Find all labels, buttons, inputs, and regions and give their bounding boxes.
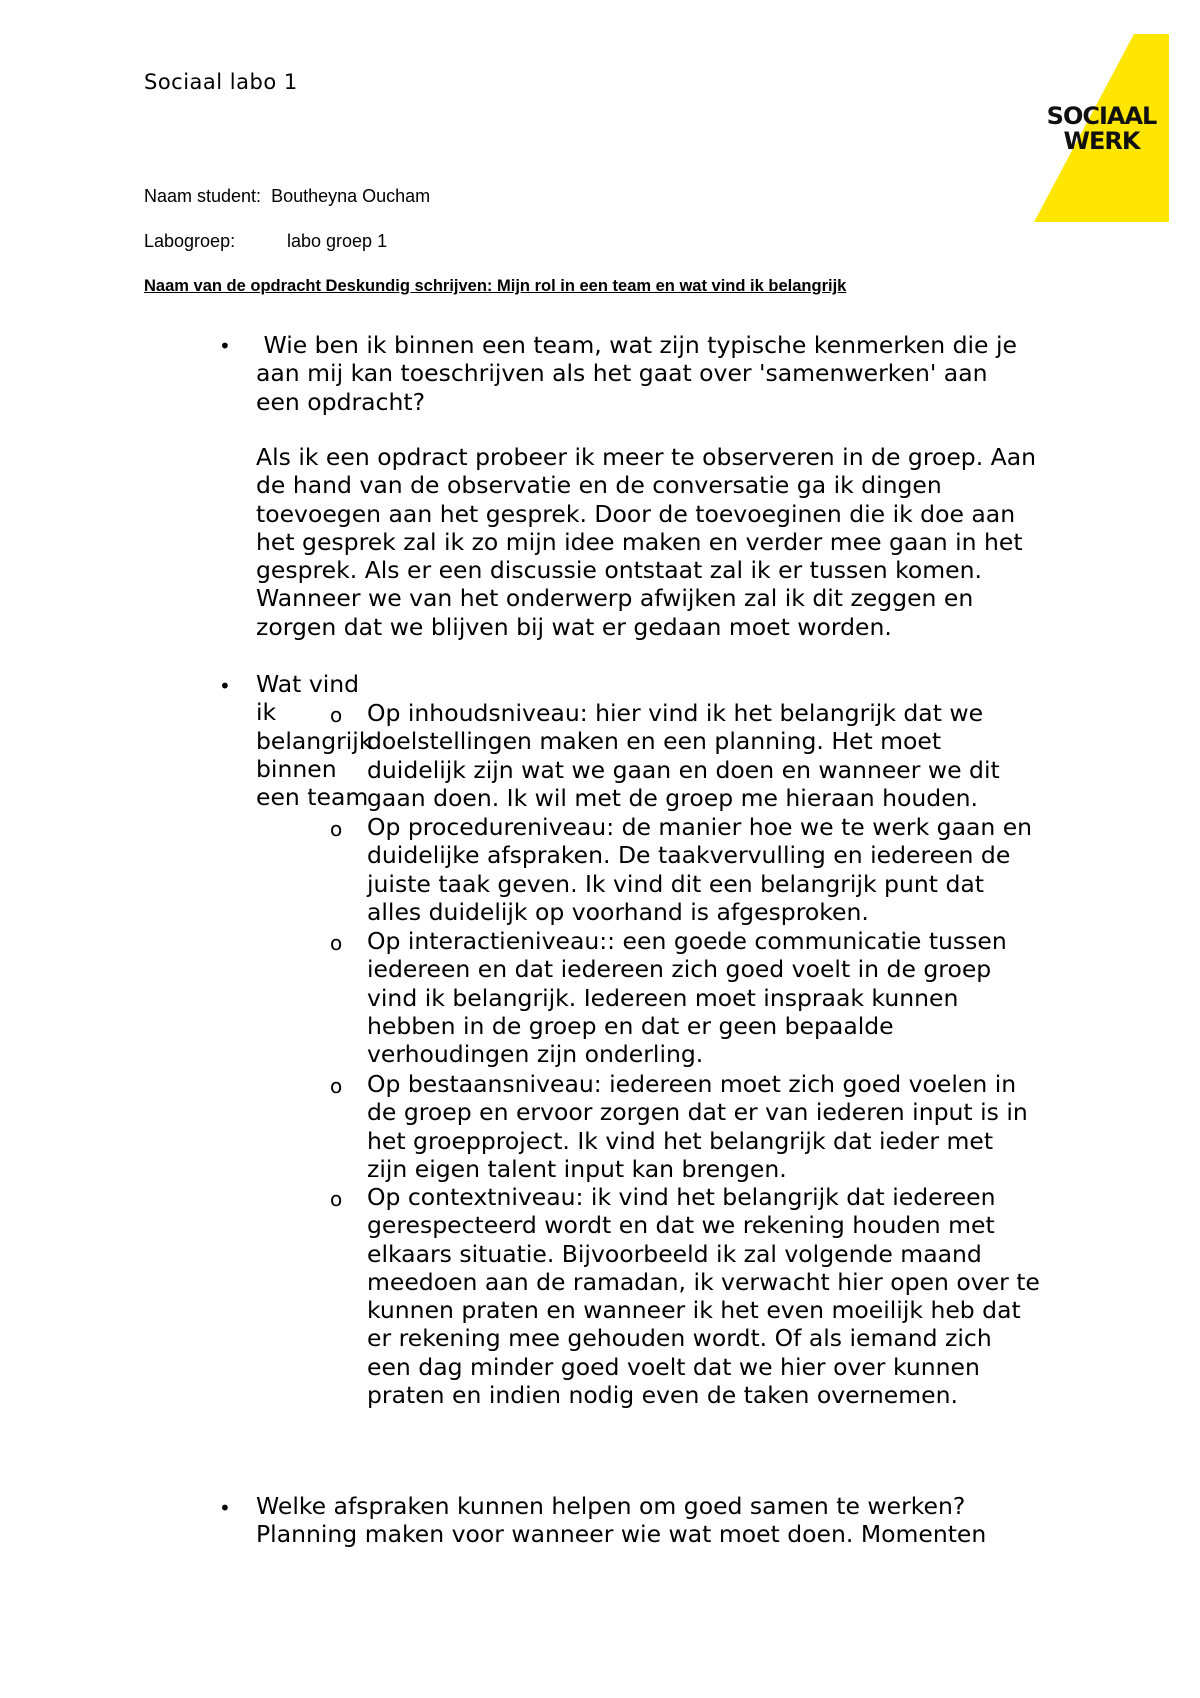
list-item-line: duidelijke afspraken. De taakvervulling en iedereen de <box>367 841 1011 870</box>
question-3-line: Planning maken voor wanneer wie wat moet doen. Momenten <box>256 1520 987 1549</box>
list-item-interactieniveau <box>367 927 1087 1068</box>
question-1-line: aan mij kan toeschrijven als het gaat over 'samenwerken' aan <box>256 359 988 388</box>
question-3-line: Welke afspraken kunnen helpen om goed samen te werken? <box>256 1492 966 1520</box>
list-item-line: iedereen en dat iedereen zich goed voelt in de groep <box>367 955 992 984</box>
list-item-line: alles duidelijk op voorhand is afgesproken. <box>367 897 869 926</box>
labogroep-row <box>144 231 387 252</box>
answer-1-line: Wanneer we van het onderwerp afwijken zal ik dit zeggen en <box>256 584 974 613</box>
list-item-procedureniveau <box>367 813 1087 926</box>
logo-text <box>1034 104 1169 154</box>
list-item-line: meedoen aan de ramadan, ik verwacht hier open over te <box>367 1267 1040 1296</box>
list-item-line: Op procedureniveau: de manier hoe we te werk gaan en <box>367 813 1033 841</box>
sub-bullet-marker: o <box>330 1074 343 1098</box>
list-item-line: juiste taak geven. Ik vind dit een belangrijk punt dat <box>367 869 984 898</box>
list-item-contextniveau <box>367 1183 1087 1409</box>
list-item-inhoudsniveau <box>367 699 1087 812</box>
answer-1-line: de hand van de observatie en de conversatie ga ik dingen <box>256 471 942 500</box>
list-item-line: Op interactieniveau:: een goede communicatie tussen <box>367 927 1007 955</box>
question-1 <box>256 331 1096 416</box>
list-item-line: verhoudingen zijn onderling. <box>367 1040 704 1069</box>
list-item-line: een dag minder goed voelt dat we hier over kunnen <box>367 1352 980 1381</box>
list-item-line: de groep en ervoor zorgen dat er van iederen input is in <box>367 1098 1028 1127</box>
list-item-line: gerespecteerd wordt en dat we rekening houden met <box>367 1211 995 1240</box>
sub-bullet-marker: o <box>330 817 343 841</box>
list-item-line: Op contextniveau: ik vind het belangrijk dat iedereen <box>367 1183 996 1211</box>
question-1-line: Wie ben ik binnen een team, wat zijn typische kenmerken die je <box>256 331 1017 359</box>
question-3 <box>256 1492 1096 1549</box>
student-name-value: Boutheyna Oucham <box>271 186 431 206</box>
document-title: Sociaal labo 1 <box>144 70 298 94</box>
bullet-marker: • <box>219 334 231 358</box>
answer-1-line: het gesprek zal ik zo mijn idee maken en verder mee gaan in het <box>256 527 1023 556</box>
bullet-marker: • <box>219 1496 231 1520</box>
list-item-line: gaan doen. Ik wil met de groep me hieraan houden. <box>367 783 979 812</box>
question-2-title: Wat vind ik belangrijk binnen een team <box>256 670 373 812</box>
bullet-marker: • <box>219 674 231 698</box>
question-1-line: een opdracht? <box>256 387 426 416</box>
logo-line-2: WERK <box>1063 127 1140 155</box>
list-item-line: duidelijk zijn wat we gaan en doen en wanneer we dit <box>367 755 1000 784</box>
list-item-line: elkaars situatie. Bijvoorbeeld ik zal volgende maand <box>367 1239 982 1268</box>
answer-1-line: zorgen dat we blijven bij wat er gedaan moet worden. <box>256 612 892 641</box>
student-name-label: Naam student: <box>144 186 262 206</box>
list-item-line: Op bestaansniveau: iedereen moet zich goed voelen in <box>367 1070 1017 1098</box>
list-item-line: het groepproject. Ik vind het belangrijk dat ieder met <box>367 1126 994 1155</box>
answer-1-line: gesprek. Als er een discussie ontstaat zal ik er tussen komen. <box>256 556 982 585</box>
assignment-title: Naam van de opdracht Deskundig schrijven: Mijn rol in een team en wat vind ik belangrijk <box>144 277 847 295</box>
list-item-line: praten en indien nodig even de taken overnemen. <box>367 1381 958 1410</box>
list-item-bestaansniveau <box>367 1070 1087 1183</box>
answer-1 <box>256 443 1096 641</box>
list-item-line: Op inhoudsniveau: hier vind ik het belangrijk dat we <box>367 699 984 727</box>
list-item-line: kunnen praten en wanneer ik het even moeilijk heb dat <box>367 1296 1021 1325</box>
answer-1-line: Als ik een opdract probeer ik meer te observeren in de groep. Aan <box>256 443 1037 471</box>
list-item-line: hebben in de groep en dat er geen bepaalde <box>367 1011 894 1040</box>
labogroep-label: Labogroep: <box>144 231 236 251</box>
labogroep-value: labo groep 1 <box>287 231 388 251</box>
list-item-line: zijn eigen talent input kan brengen. <box>367 1154 787 1183</box>
sub-bullet-marker: o <box>330 931 343 955</box>
list-item-line: vind ik belangrijk. Iedereen moet inspraak kunnen <box>367 983 959 1012</box>
list-item-line: er rekening mee gehouden wordt. Of als iemand zich <box>367 1324 992 1353</box>
list-item-line: doelstellingen maken en een planning. Het moet <box>367 727 942 756</box>
student-name-row <box>144 186 430 207</box>
sub-bullet-marker: o <box>330 703 343 727</box>
answer-1-line: toevoegen aan het gesprek. Door de toevoeginen die ik doe aan <box>256 499 1016 528</box>
logo-line-1: SOCIAAL <box>1046 102 1157 130</box>
sub-bullet-marker: o <box>330 1187 343 1211</box>
sociaal-werk-logo <box>1034 34 1169 222</box>
